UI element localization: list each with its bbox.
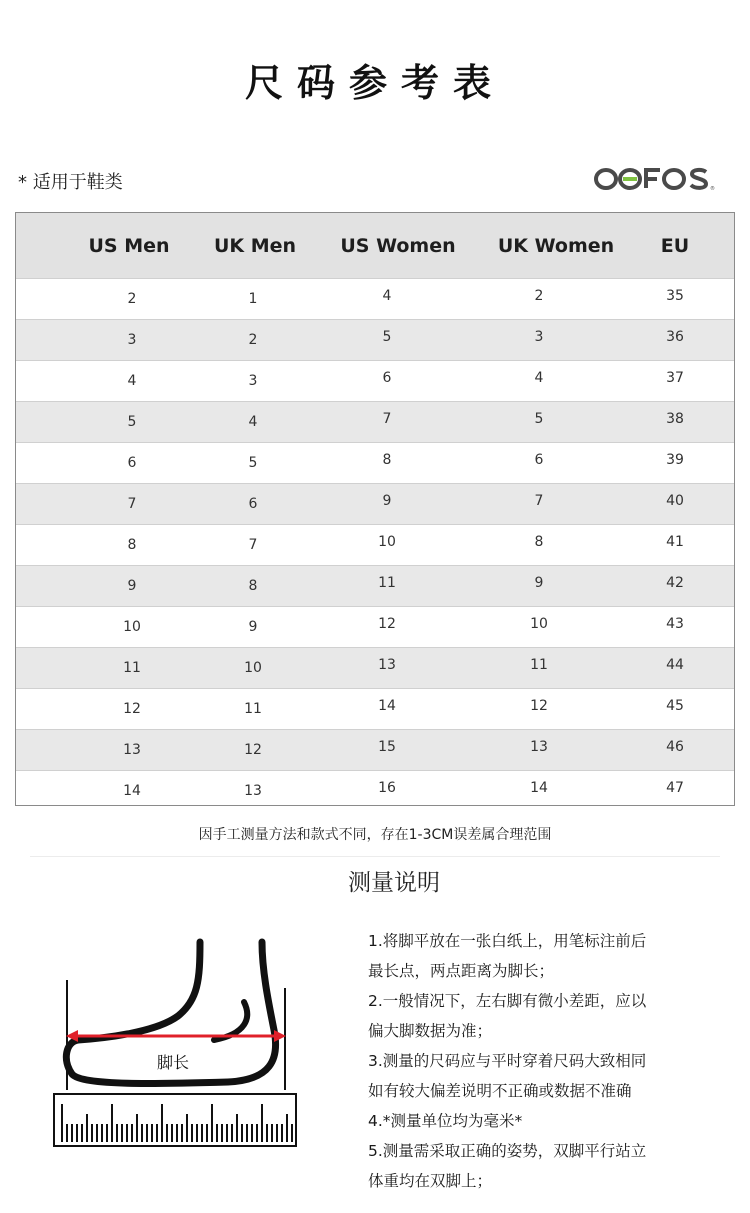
table-cell: 8 (127, 537, 137, 553)
table-cell: 39 (666, 452, 684, 468)
table-cell: 14 (378, 698, 396, 714)
table-cell: 10 (244, 660, 262, 676)
table-cell: 5 (127, 414, 137, 430)
table-cell: 7 (127, 496, 137, 512)
table-cell: 11 (378, 575, 396, 591)
page-title: 尺码参考表 (244, 61, 505, 105)
table-cell: 11 (123, 660, 141, 676)
instruction-line: 1.将脚平放在一张白纸上，用笔标注前后 (368, 932, 647, 950)
instruction-line: 3.测量的尺码应与平时穿着尺码大致相同 (368, 1052, 647, 1070)
table-cell: 1 (248, 291, 258, 307)
table-row (16, 401, 734, 442)
table-cell: 2 (127, 291, 137, 307)
table-cell: 4 (382, 288, 392, 304)
table-cell: 5 (382, 329, 392, 345)
oofos-logo-icon (594, 166, 718, 192)
table-cell: 9 (382, 493, 392, 509)
table-cell: 8 (382, 452, 392, 468)
table-cell: 9 (248, 619, 258, 635)
svg-text:®: ® (710, 186, 715, 192)
table-cell: 10 (123, 619, 141, 635)
table-cell: 42 (666, 575, 684, 591)
table-cell: 13 (378, 657, 396, 673)
instruction-line: 4.*测量单位均为毫米* (368, 1112, 523, 1130)
foot-icon (48, 930, 304, 1152)
instruction-line: 5.测量需采取正确的姿势，双脚平行站立 (368, 1142, 647, 1160)
table-cell: 6 (382, 370, 392, 386)
table-cell: 11 (244, 701, 262, 717)
table-header (16, 213, 734, 278)
applicability-note: * 适用于鞋类 (18, 172, 123, 193)
table-row (16, 565, 734, 606)
table-cell: 8 (534, 534, 544, 550)
table-cell: 37 (666, 370, 684, 386)
measurement-title: 测量说明 (348, 870, 440, 896)
header-uk-men: UK Men (213, 235, 297, 257)
table-cell: 3 (534, 329, 544, 345)
table-cell: 13 (530, 739, 548, 755)
table-row (16, 770, 734, 811)
table-row (16, 442, 734, 483)
table-cell: 12 (244, 742, 262, 758)
table-row (16, 688, 734, 729)
table-cell: 5 (248, 455, 258, 471)
table-row (16, 360, 734, 401)
table-cell: 2 (248, 332, 258, 348)
header-us-women: US Women (340, 235, 456, 257)
table-cell: 35 (666, 288, 684, 304)
table-cell: 7 (248, 537, 258, 553)
table-cell: 15 (378, 739, 396, 755)
table-cell: 6 (127, 455, 137, 471)
table-cell: 13 (244, 783, 262, 799)
table-cell: 38 (666, 411, 684, 427)
table-cell: 5 (534, 411, 544, 427)
table-row (16, 606, 734, 647)
table-cell: 4 (127, 373, 137, 389)
table-row (16, 524, 734, 565)
table-cell: 40 (666, 493, 684, 509)
header-eu: EU (660, 235, 690, 257)
table-cell: 7 (382, 411, 392, 427)
instruction-line: 偏大脚数据为准； (368, 1022, 493, 1040)
table-cell: 3 (248, 373, 258, 389)
table-cell: 9 (127, 578, 137, 594)
table-cell: 10 (378, 534, 396, 550)
table-cell: 2 (534, 288, 544, 304)
table-cell: 9 (534, 575, 544, 591)
brand-logo (594, 166, 718, 192)
foot-length-label: 脚长 (157, 1053, 190, 1072)
instruction-line: 如有较大偏差说明不正确或数据不准确 (368, 1082, 632, 1100)
table-cell: 41 (666, 534, 684, 550)
table-row (16, 647, 734, 688)
disclaimer-text: 因手工测量方法和款式不同，存在1-3CM误差属合理范围 (198, 827, 552, 843)
table-cell: 10 (530, 616, 548, 632)
section-divider (30, 856, 720, 857)
table-cell: 14 (123, 783, 141, 799)
header-us-men: US Men (88, 235, 170, 257)
table-cell: 8 (248, 578, 258, 594)
table-cell: 4 (534, 370, 544, 386)
table-cell: 36 (666, 329, 684, 345)
foot-measurement-diagram (48, 930, 304, 1152)
instruction-line: 体重均在双脚上； (368, 1172, 493, 1190)
table-cell: 43 (666, 616, 684, 632)
table-row (16, 729, 734, 770)
table-cell: 12 (123, 701, 141, 717)
table-row (16, 319, 734, 360)
table-cell: 45 (666, 698, 684, 714)
header-uk-women: UK Women (497, 235, 615, 257)
table-row (16, 483, 734, 524)
size-chart-table (15, 212, 735, 806)
table-cell: 12 (378, 616, 396, 632)
table-cell: 16 (378, 780, 396, 796)
table-cell: 6 (248, 496, 258, 512)
table-cell: 13 (123, 742, 141, 758)
table-cell: 47 (666, 780, 684, 796)
table-cell: 11 (530, 657, 548, 673)
table-cell: 3 (127, 332, 137, 348)
table-cell: 14 (530, 780, 548, 796)
table-cell: 4 (248, 414, 258, 430)
measurement-instructions (368, 926, 688, 1196)
table-cell: 12 (530, 698, 548, 714)
table-row (16, 278, 734, 319)
table-cell: 44 (666, 657, 684, 673)
instruction-line: 2.一般情况下，左右脚有微小差距，应以 (368, 992, 647, 1010)
instruction-line: 最长点，两点距离为脚长； (368, 962, 555, 980)
table-cell: 46 (666, 739, 684, 755)
table-cell: 6 (534, 452, 544, 468)
table-cell: 7 (534, 493, 544, 509)
